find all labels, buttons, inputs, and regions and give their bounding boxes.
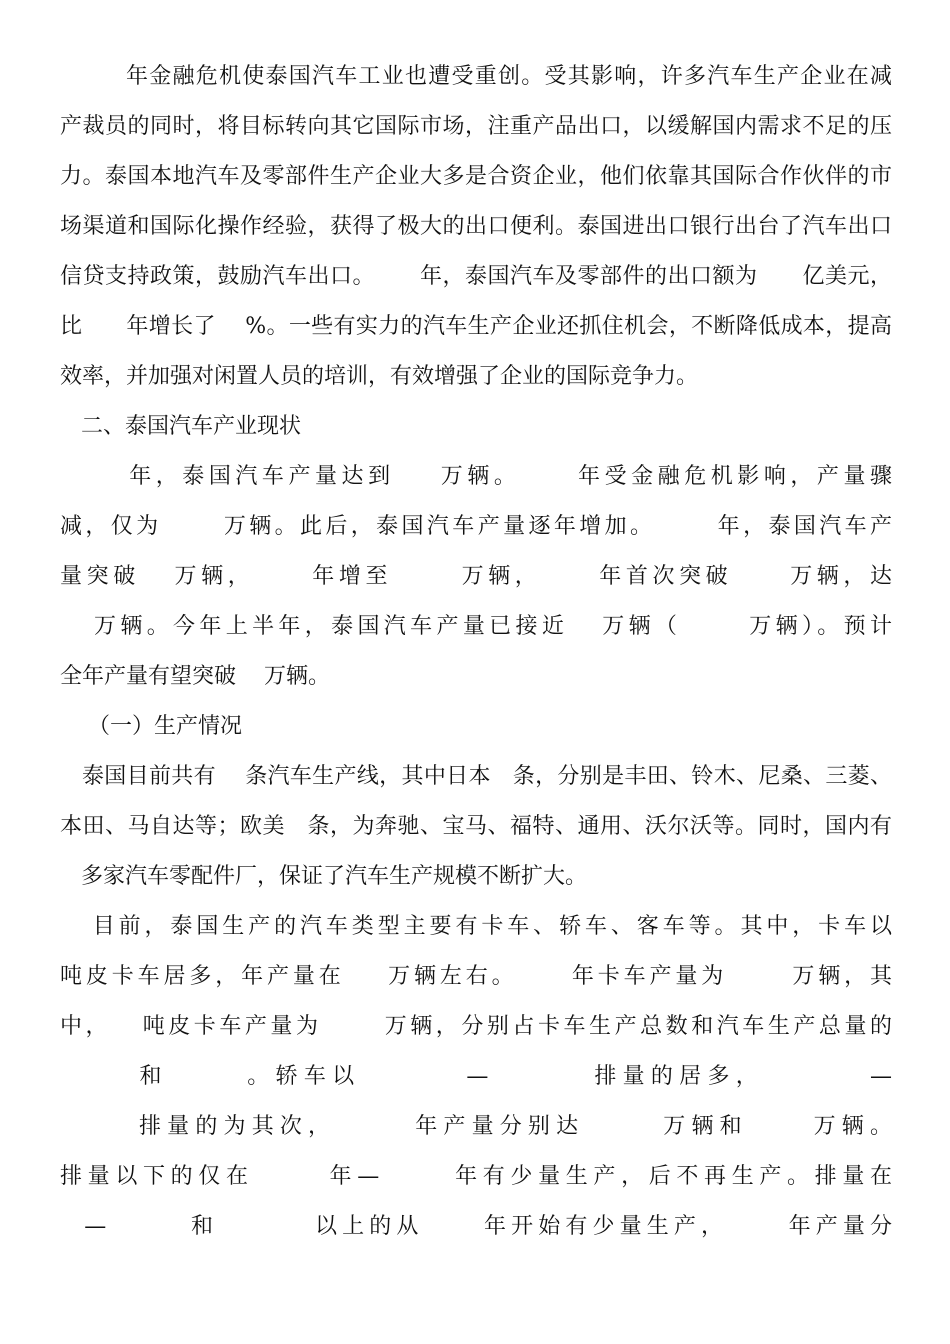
text-line: 信贷支持政策，鼓励汽车出口。 年，泰国汽车及零部件的出口额为 亿美元， <box>60 264 892 289</box>
text-line: 和 。轿车以 — 排量的居多， — <box>60 1064 892 1089</box>
text-line: 排量以下的仅在 年— 年有少量生产，后不再生产。排量在 <box>60 1164 892 1189</box>
text-line: 吨皮卡车居多，年产量在 万辆左右。 年卡车产量为 万辆，其 <box>60 964 892 989</box>
text-line: 排量的为其次， 年产量分别达 万辆和 万辆。 <box>60 1114 892 1139</box>
text-line: 减，仅为 万辆。此后，泰国汽车产量逐年增加。 年，泰国汽车产 <box>60 514 892 539</box>
text-line: 比 年增长了 %。一些有实力的汽车生产企业还抓住机会，不断降低成本，提高 <box>60 314 892 339</box>
text-line: 目前，泰国生产的汽车类型主要有卡车、轿车、客车等。其中，卡车以 <box>60 914 892 939</box>
text-line: 多家汽车零配件厂，保证了汽车生产规模不断扩大。 <box>60 864 587 889</box>
text-line: 力。泰国本地汽车及零部件生产企业大多是合资企业，他们依靠其国际合作伙伴的市 <box>60 164 892 189</box>
text-line: 全年产量有望突破 万辆。 <box>60 664 330 689</box>
text-line: 本田、马自达等；欧美 条，为奔驰、宝马、福特、通用、沃尔沃等。同时，国内有 <box>60 814 892 839</box>
text-line: 万辆。今年上半年，泰国汽车产量已接近 万辆（ 万辆）。预计 <box>60 614 892 639</box>
text-line: 效率，并加强对闲置人员的培训，有效增强了企业的国际竞争力。 <box>60 364 699 389</box>
text-line: 泰国目前共有 条汽车生产线，其中日本 条，分别是丰田、铃木、尼桑、三菱、 <box>60 764 892 789</box>
text-line: 年金融危机使泰国汽车工业也遭受重创。受其影响，许多汽车生产企业在减 <box>60 64 892 89</box>
text-line: 量突破 万辆， 年增至 万辆， 年首次突破 万辆，达 <box>60 564 892 589</box>
section-heading: 二、泰国汽车产业现状 <box>60 414 301 439</box>
text-line: 中， 吨皮卡车产量为 万辆，分别占卡车生产总数和汽车生产总量的 <box>60 1014 892 1039</box>
text-line: 场渠道和国际化操作经验，获得了极大的出口便利。泰国进出口银行出台了汽车出口 <box>60 214 892 239</box>
text-line: 产裁员的同时，将目标转向其它国际市场，注重产品出口，以缓解国内需求不足的压 <box>60 114 892 139</box>
text-line: 年，泰国汽车产量达到 万辆。 年受金融危机影响，产量骤 <box>60 464 892 489</box>
subsection-heading: （一）生产情况 <box>60 714 242 739</box>
text-line: — 和 以上的从 年开始有少量生产， 年产量分 <box>60 1214 892 1239</box>
